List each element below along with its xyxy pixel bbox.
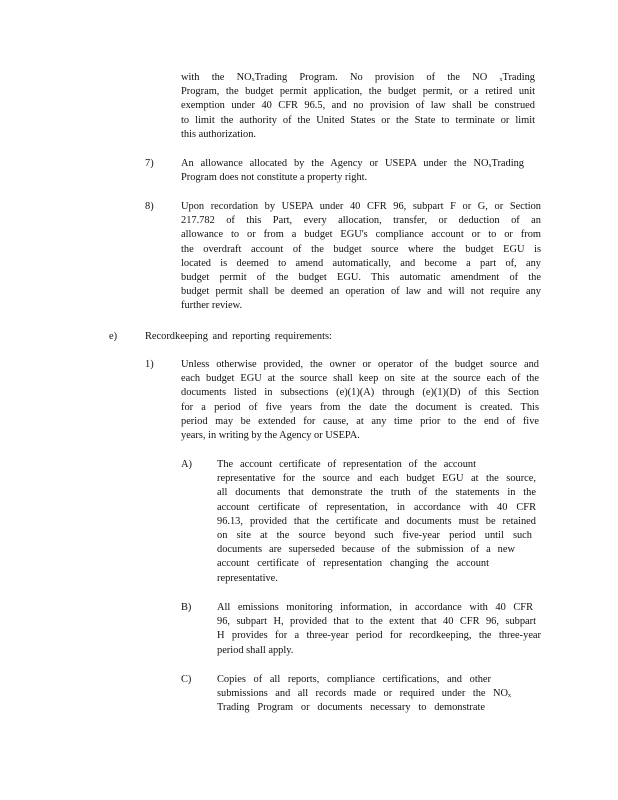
text-line: account certificate of representation, in accordance with 40 CFR: [217, 501, 536, 513]
text-line: to limit the authority of the United States or the State to terminate or limit: [181, 114, 535, 126]
text-line: Trading Program or documents necessary to demonstrate: [217, 702, 485, 714]
item-C-label: C): [181, 674, 192, 685]
item-8-text: [181, 200, 541, 314]
item-7-label: 7): [145, 158, 154, 169]
item-A-text: [217, 458, 536, 586]
item-7-text: [181, 157, 524, 185]
text-line: the overdraft account of the budget source where the budget EGU is: [181, 243, 541, 255]
text-line: documents listed in subsections (e)(1)(A) through (e)(1)(D) of this Section: [181, 387, 539, 399]
text-line: 96, subpart H, provided that to the extent that 40 CFR 96, subpart: [217, 616, 536, 628]
text-line: exemption under 40 CFR 96.5, and no provision of law shall be construed: [181, 100, 535, 112]
text-line: allowance to or from a budget EGU's compliance account or to or from: [181, 229, 541, 241]
text-line: submissions and all records made or required under the NOₓ: [217, 688, 511, 700]
item-C-text: [217, 673, 511, 716]
text-line: budget permit shall be deemed an operation of law and will not require any: [181, 286, 541, 298]
item-1-text: [181, 358, 539, 443]
text-line: further review.: [181, 300, 243, 312]
text-line: 96.13, provided that the certificate and documents must be retained: [217, 515, 536, 527]
item-B-label: B): [181, 602, 192, 613]
text-line: all documents that demonstrate the truth of the statements in the: [217, 487, 536, 499]
text-line: 217.782 of this Part, every allocation, transfer, or deduction of an: [181, 215, 541, 227]
item-1-label: 1): [145, 359, 154, 370]
item-8-label: 8): [145, 201, 154, 212]
text-line: Copies of all reports, compliance certifications, and other: [217, 674, 491, 685]
text-line: years, in writing by the Agency or USEPA.: [181, 430, 360, 442]
text-line: representative.: [217, 572, 278, 584]
text-line: The account certificate of representation of the account: [217, 459, 476, 470]
text-line: All emissions monitoring information, in accordance with 40 CFR: [217, 602, 533, 613]
section-e-heading: Recordkeeping and reporting requirements:: [145, 331, 332, 342]
text-line: on site at the source beyond such five-year period until such: [217, 530, 532, 542]
text-line: period may be extended for cause, at any time prior to the end of five: [181, 415, 539, 427]
text-line: Unless otherwise provided, the owner or operator of the budget source and: [181, 359, 539, 370]
text-line: Program does not constitute a property right.: [181, 172, 368, 184]
section-e-label: e): [109, 331, 118, 342]
text-line: representative for the source and each budget EGU at the source,: [217, 473, 536, 485]
text-line: for a period of five years from the date the document is created. This: [181, 401, 539, 413]
text-line: Upon recordation by USEPA under 40 CFR 96, subpart F or G, or Section: [181, 201, 541, 212]
text-line: each budget EGU at the source shall keep on site at the source each of the: [181, 373, 539, 385]
text-line: documents are superseded because of the submission of a new: [217, 544, 515, 556]
item-B-text: [217, 601, 541, 658]
text-line: this authorization.: [181, 128, 257, 140]
text-line: Program, the budget permit application, the budget permit, or a retired unit: [181, 86, 535, 98]
text-line: with the NOₓTrading Program. No provision of the NO ₓTrading: [181, 72, 535, 83]
item-A-label: A): [181, 459, 192, 470]
intro-paragraph: [181, 71, 535, 142]
text-line: period shall apply.: [217, 644, 294, 656]
text-line: H provides for a three-year period for recordkeeping, the three-year: [217, 630, 541, 642]
text-line: account certificate of representation changing the account: [217, 558, 489, 570]
text-line: located is deemed to amend automatically, and become a part of, any: [181, 257, 541, 269]
text-line: budget permit of the budget EGU. This automatic amendment of the: [181, 272, 541, 284]
text-line: An allowance allocated by the Agency or USEPA under the NOₓTrading: [181, 158, 524, 169]
